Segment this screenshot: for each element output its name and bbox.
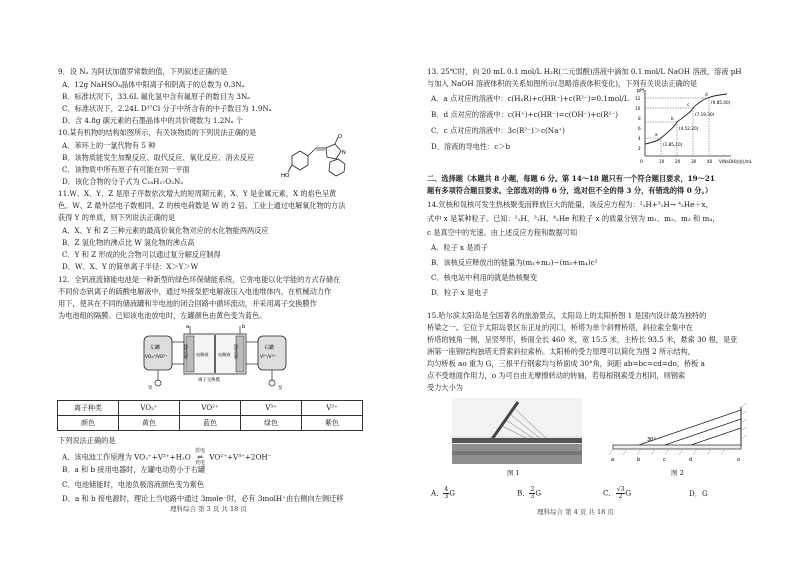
q10-option-a: A．苯环上的一氯代物有 5 种 (62, 141, 156, 150)
right-page (397, 0, 794, 561)
q12-stem-line2: 不同价态钒离子的硫酸电解液中，通过外接泵把电解液压入电池堆体内，在机械动力作 (58, 287, 332, 296)
angle-label: 30° (647, 437, 656, 443)
q15-stem-line6: 点不受地面作用力，o 为可自由无摩擦转动的转轴，若每根钢索受力相同，则钢索 (427, 371, 686, 380)
point-c-label: (7.19,30) (695, 112, 715, 117)
q13-stem-line2: 与加入 NaOH 溶液体积的关系如图所示(忽略溶液体积变化)，下列有关说法正确的是 (427, 79, 698, 88)
q9-stem: 9．设 Nₐ 为阿伏加德罗常数的值，下列叙述正确的是 (58, 67, 228, 76)
table-header: V²⁺ (302, 401, 363, 416)
point-d: d (705, 92, 708, 97)
q9-option-b: B．标准状况下，33.6L 氟化氢中含有氟原子的数目为 3Nₐ (62, 92, 251, 101)
table-header: 离子种类 (58, 401, 119, 416)
table-cell: 紫色 (302, 416, 363, 431)
point-a: a (655, 132, 658, 137)
point-b-label: (4.52,20) (679, 126, 699, 131)
q10-stem: 10.某有机物的结构如图所示，有关该物质的下列说法正确的是 (58, 128, 257, 137)
q14-option-c: C．核电站中利用的就是热核聚变 (431, 273, 538, 282)
inert-electrode-left: 惰性电极 (184, 344, 190, 360)
point-b: b (671, 116, 674, 121)
q11-option-a: A．X、Y 和 Z 三种元素的最高价氧化物对应的水化物能两两反应 (62, 226, 269, 235)
graph-xlabel: V(NaOH溶液)/mL (719, 159, 752, 164)
q12-ion-color-table (57, 400, 363, 431)
section-2-title-cont: 题有多项符合题目要求。全部选对的得 6 分，选对但不全的得 3 分，有错选的得 0 分。） (427, 186, 713, 195)
q14-option-b: B．该核反应释放出的能量为(m₁+m₂)−(m₃+m₄)c² (431, 258, 598, 267)
pump-right: 泵 (278, 386, 283, 390)
table-cell: 颜色 (58, 416, 119, 431)
q10-option-b: B．该物质能发生加聚反应、取代反应、氧化反应、消去反应 (62, 153, 255, 162)
q15-bridge-photo (452, 398, 582, 464)
fig1-caption: 图 1 (507, 469, 520, 477)
q11-option-d: D．W、X、Y 的简单离子半径：X＞Y＞W (62, 262, 198, 271)
y-tick: 8 (638, 116, 641, 121)
y-tick: 12 (635, 96, 641, 101)
q9-option-a: A．12g NaHSO₄晶体中阳离子和阴离子的总数为 0.3Nₐ (62, 80, 245, 89)
q14-option-a: A．粒子 x 是质子 (431, 243, 488, 252)
table-cell: 黄色 (119, 416, 180, 431)
inert-electrode-right: 惰性电极 (234, 344, 240, 360)
x-tick: 10 (659, 159, 665, 164)
q13-option-c: C．c 点对应的溶液中：3c(R²⁻)＞c(Na⁺) (431, 126, 565, 135)
right-tank-label: 右罐 (264, 345, 275, 351)
q15-stem-line5: 均匀桥板 ao 重为 G，三根平行钢索均与桥面成 30°角，间距 ab=bc=cd=do，桥板 a (427, 359, 705, 368)
x-tick: 20 (675, 159, 681, 164)
svg-text:O: O (338, 134, 342, 140)
point-d-label: (9.85,40) (711, 100, 731, 105)
page-footer-left: 理科综合 第 3 页 共 18 页 (170, 505, 247, 513)
q12-option-a (62, 449, 271, 466)
point-label: o (737, 457, 741, 463)
q15-stem-line7: 受力大小为 (427, 383, 463, 392)
q15-stem-line1: 15.哈尔滨太阳岛是全国著名的旅游景点，太阳岛上的太阳桥图 1 是国内设计最为独特的 (427, 311, 707, 320)
graph-origin: 0 (640, 160, 643, 165)
fig2-caption: 图 2 (671, 469, 684, 477)
q10-ho-label: HO (281, 173, 290, 179)
svg-text:N: N (342, 150, 346, 156)
y-tick: 2 (638, 146, 641, 151)
q15-option-d: D．G (689, 489, 708, 498)
q14-stem-line1: 14.氘核和氚核可发生热核聚变而释放巨大的能量，该反应方程为：²₁H+³₁H→ ⁴₂He＋x， (427, 200, 713, 209)
right-tank-ions: V²⁺/V³⁺ (260, 355, 276, 360)
q12-question: 下列说法正确的是 (58, 436, 116, 445)
electrolyte-left: 电解液 (196, 352, 209, 357)
q14-stem-line2: 式中 x 是某种粒子。已知：²₁H、³₁H、⁴₂He 和粒子 x 的质量分别为 m₁、m₂、m₃ 和 m₄， (427, 214, 720, 223)
q11-stem-line2: 色。W、Z 最外层电子数相同，Z 的核电荷数是 W 的 2 倍。工业上通过电解氧化物的方法 (58, 201, 346, 210)
left-tank-ions: VO₂⁺/VO²⁺ (145, 355, 168, 360)
page-footer-right: 理科综合 第 4 页 共 18 页 (537, 508, 614, 516)
q10-option-d: D．该化合物的分子式为 C₁₈H₁₇O₂N₂ (62, 177, 184, 186)
q12-option-a-rhs: VO²⁺+V³⁺+2OH⁻ (209, 452, 272, 462)
table-cell: 绿色 (241, 416, 302, 431)
x-tick: 30 (691, 159, 697, 164)
q12-option-b: B．a 和 b 接用电器时，左罐电动势小于右罐 (62, 465, 206, 474)
table-header: VO²⁺ (180, 401, 241, 416)
q14-option-d: D．粒子 x 是电子 (431, 288, 489, 297)
q15-stem-line2: 桥梁之一。它位于太阳岛景区东正址的河口，桥塔为单个斜臂桥塔，斜拉索全集中在 (427, 323, 693, 332)
q13-ph-graph (631, 86, 761, 166)
table-header: VO₂⁺ (119, 401, 180, 416)
reaction-arrow: 放电 ⇌ 充电 (195, 448, 206, 466)
q9-option-c: C．标准状况下，2.24L D³⁷Cl 分子中所含有的中子数目为 1.9Nₐ (62, 104, 272, 113)
y-tick: 4 (638, 136, 641, 141)
table-row (58, 416, 363, 431)
q13-option-b: B．d 点对应的溶液中：c(H⁺)+c(HR⁻)=c(OH⁻)+c(R²⁻) (431, 110, 619, 119)
point-label: c (663, 457, 666, 463)
y-tick: 6 (638, 126, 641, 131)
q12-option-a-lhs: A．该电池工作原理为 VO₂⁺+V²⁺+H₂O (62, 452, 191, 462)
x-tick: 40 (707, 159, 713, 164)
section-2-title: 二、选择题（本题共 8 小题，每题 6 分。第 14～18 题只有一个符合题目要求，19～21 (427, 174, 715, 183)
terminal-b: b (242, 324, 246, 330)
q13-option-a: A．a 点对应的溶液中：c(H₂R)+c(HR⁻)+c(R²⁻)=0.1mol/L (431, 94, 629, 103)
q15-stem-line3: 桥塔的钝角一侧，呈竖琴形，桥面全长 460 米，宽 15.5 米，主桥长 93.5 米，悬索 30 根，是亚 (427, 335, 738, 344)
q12-option-c: C．电池储能时，电池负极溶液颜色变为紫色 (62, 480, 205, 489)
table-header: V³⁺ (241, 401, 302, 416)
q10-structure-diagram (278, 132, 358, 190)
q14-stem-line3: c 是真空中的光速。由上述反应方程和数据可知 (427, 228, 578, 237)
left-tank-label: 左罐 (150, 345, 161, 351)
q12-stem-line3: 用下，使其在不同的储液罐和半电池的闭合回路中循环流动，并采用离子交换膜作 (58, 299, 317, 308)
point-a-label: (1.85,10) (663, 142, 683, 147)
pump-left: 泵 (148, 386, 153, 390)
point-c: c (687, 102, 690, 107)
q13-option-d: D．溶液的导电性：c＞b (431, 142, 511, 151)
q13-stem-line1: 13. 25℃时，向 20 mL 0.1 mol/L H₂R(二元弱酸)溶液中滴加 0.1 mol/L NaOH 溶液，溶液 pH (427, 67, 742, 76)
membrane-label: 离子交换膜 (198, 378, 220, 383)
point-label: d (689, 457, 693, 463)
q12-battery-diagram (140, 322, 290, 390)
q10-option-c: C．该物质中所有原子有可能在同一平面 (62, 165, 190, 174)
q11-option-b: B．Z 氢化物的沸点比 W 氢化物的沸点高 (62, 238, 195, 247)
point-label: b (637, 457, 641, 463)
terminal-a: a (186, 324, 190, 330)
q12-stem-line1: 12．全钒液流储能电池是一种新型的绿色环保储能系统，它弥电能以化学能的方式存储在 (58, 275, 341, 284)
q15-option-a: A． $\frac{4}{3}$ G (431, 486, 455, 500)
point-label: a (611, 457, 615, 463)
q15-stem-line4: 洲第一座钢结构独塔无背索斜拉索桥。太阳桥的受力原理可以简化为图 2 所示结构， (427, 347, 695, 356)
q11-stem-line3: 获得 Y 的单质，则下列说法正确的是 (58, 213, 176, 222)
graph-ylabel: pH (637, 88, 644, 94)
table-cell: 蓝色 (180, 416, 241, 431)
y-tick: 10 (635, 106, 641, 111)
q9-option-d: D．含 4.8g 碳元素的石墨晶体中的共价键数为 1.2Nₐ 个 (62, 116, 243, 125)
q15-option-c: C． $\frac{√3}{2}$ G (603, 486, 632, 500)
q12-option-d: D．a 和 b 接电源时，理论上当电路中通过 3mole⁻时，必有 3molH⁺由右侧向左侧迁移 (62, 494, 344, 503)
q15-option-b: B． $\frac{2}{3}$ G (517, 486, 542, 500)
q12-stem-line4: 为电池组的隔膜。已知该电池放电时，左罐颜色由黄色变为蓝色。 (58, 311, 267, 320)
q15-force-diagram (607, 403, 757, 463)
q11-option-c: C．Y 和 Z 形成的化合物可以通过复分解反应制得 (62, 250, 221, 259)
table-row (58, 401, 363, 416)
q11-stem-line1: 11.W、X、Y、Z 是原子序数依次增大的短周期元素，X、Y 是金属元素，X 的焰色呈黄 (58, 189, 337, 198)
electrolyte-right: 电解液 (218, 352, 231, 357)
